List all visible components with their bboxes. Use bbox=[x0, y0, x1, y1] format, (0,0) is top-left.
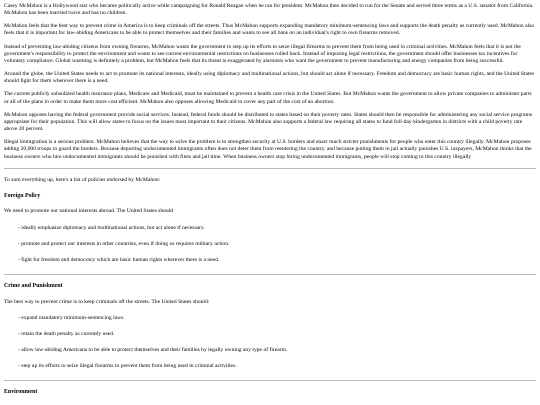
section-title: Foreign Policy bbox=[4, 192, 41, 199]
paragraph-social-services: McMahon opposes having the federal government provide social services. Instead, federal funds should be distributed to states based on their poverty rates. States should then be responsible for administering any social service programs appropriate for their population. This will allow states to focus on the issues most important to their citizens. McMahon also supports a federal law requiring all states to fund full-day kindergarten in districts with a child poverty rate above 20 percent. bbox=[4, 111, 533, 133]
list-item: - allow law-abiding Americans to be able to protect themselves and their families by legally owning any type of firearm. bbox=[18, 347, 536, 354]
divider bbox=[4, 168, 536, 169]
paragraph-intro: Casey McMahon is a Hollywood star who became politically active while campaigning for Ronald Reagan when he ran for president. McMahon then decided to run for the Senate and served three terms as a U.S. senator from California. McMahon has been married twice and has no children. bbox=[4, 3, 534, 17]
list-item: - promote and protect our interests in other countries, even if doing so requires military action. bbox=[18, 241, 536, 248]
section-title: Environment bbox=[4, 389, 38, 396]
paragraph-foreign-policy: Around the globe, the United States needs to act to promote its national interests, ideally using diplomacy and multinational actions, but should act alone if necessary. Freedom and democracy are basic human rights, and the United States should fight for them wherever there is a need. bbox=[4, 71, 535, 85]
biography-text bbox=[4, 3, 536, 161]
paragraph-immigration: Illegal immigration is a serious problem. McMahon believes that the way to solve the problem is to strengthen security at U.S. borders and enact much stricter punishments for people who enter this country illegally. McMahon proposes adding 20,000 troops to guard the borders. Because deporting undocumented immigrants often does not deter them from reentering the country, and because putting them in jail actually punishes U.S. taxpayers, McMahon thinks that the business owners who hire undocumented immigrants should be punished with fines and jail time. When business owners stop hiring undocumented immigrants, people will stop coming to this country illegally bbox=[4, 139, 532, 160]
list-item: - step up its efforts to seize illegal firearms to prevent them from being used in criminal activities. bbox=[18, 363, 536, 370]
list-item: - expand mandatory minimum-sentencing laws. bbox=[18, 315, 536, 322]
policy-list bbox=[4, 225, 536, 264]
section-intro: We need to promote our national interests abroad. The United States should bbox=[4, 208, 174, 215]
list-item: - fight for freedom and democracy which are basic human rights wherever there is a need. bbox=[18, 257, 536, 264]
list-item: - ideally emphasize diplomacy and multinational actions, but act alone if necessary. bbox=[18, 225, 536, 232]
section-foreign-policy bbox=[4, 193, 536, 264]
policy-list bbox=[4, 315, 536, 371]
section-title: Crime and Punishment bbox=[4, 282, 63, 289]
section-intro: The best way to prevent crime is to keep criminals off the streets. The United States should: bbox=[4, 298, 210, 305]
divider bbox=[4, 274, 536, 275]
paragraph-health-care: The current publicly subsidized health insurance plans, Medicare and Medicaid, must be maintained to prevent a health care crisis in the United States. But McMahon wants the government to allow private companies to administer parts or all of the plans in order to make them more cost efficient. McMahon also opposes allowing Medicaid to cover any part of the cost of an abortion. bbox=[4, 91, 532, 105]
paragraph-crime: McMahon feels that the best way to prevent crime in America is to keep criminals off the streets. Thus McMahon supports expanding mandatory minimum-sentencing laws and supports the death penalty as currently used. McMahon also feels that it is important for law-abiding Americans to be able to protect themselves and their families and wants to see all bans on an individual's right to own firearms removed. bbox=[4, 23, 535, 37]
list-item: - retain the death penalty as currently used. bbox=[18, 331, 536, 338]
section-crime-and-punishment bbox=[4, 283, 536, 370]
paragraph-environment: Instead of preventing law-abiding citizens from owning firearms, McMahon wants the government to step up its efforts to seize illegal firearms to prevent them from being used in criminal activities. McMahon feels that it is not the government's responsibility to protect the environment and wants to see current environmental restrictions on businesses rolled back. Instead of imposing legal restrictions, the government should offer businesses tax incentives for voluntary compliance. Global warming is definitely a problem, but McMahon feels that its threat is exaggerated by alarmists who want the government to prevent manufacturing and energy companies from being successful. bbox=[4, 43, 521, 64]
section-environment bbox=[4, 389, 536, 397]
divider bbox=[4, 380, 536, 381]
summary-intro: To sum everything up, here's a list of policies endorsed by McMahon: bbox=[4, 176, 161, 183]
